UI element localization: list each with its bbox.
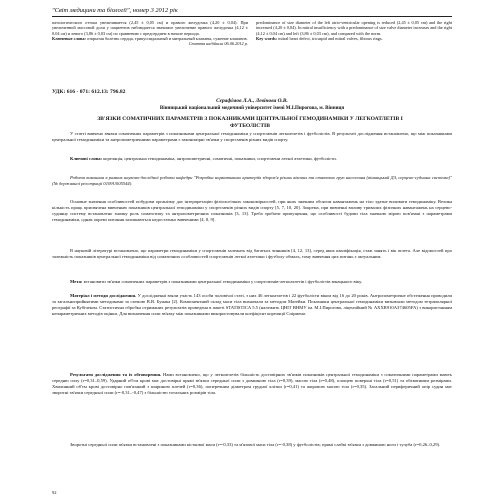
tail-right-keywords — [256, 36, 452, 41]
tail-left-keywords-text: открытая болезнь сердца, трикуспидальный и митральный клапаны, сужение клапанов. — [86, 35, 248, 41]
paragraph-text: У дослідженні взяли участь 143 особи чоловічої статі, з них 46 легкоатлетів і 22 футболісти віком від 16 до 20 років. Антропометричне обстеження проводили за загальноприйнятими методиками за схемою В.В. Бунака [2]. Компонентний склад маси тіла визначали за методом Матейки. Показники центральної гемодинаміки визначали методом тетраполярної реографії за Кубічеком. Статистична обробка отриманих результатів проведена в пакеті STATISTICA 5.5 (належить ЦНІТ ВНМУ ім. М.І.Пирогова, ліцензійний № AXXR910A374605FA) з використанням непараметричних методів оцінки. Для визначення сили зв'язку між показниками використовували коефіцієнт кореляції Спірмена. — [52, 293, 452, 316]
body-paragraph — [52, 442, 452, 448]
keywords-text: кореляція, центральна гемодинаміка, антропометричні, соматичні, показники, спортсмени легкої атлетики, футболісти. — [103, 156, 337, 161]
paragraph-text: В науковій літературі встановлено, що параметри гемодинаміки у спортсменів залежать від багатьох чинників [4, 12, 13], серед яких кваліфікація, стаж занять і вік атлета. Але відомостей про залежність показників центральної гемодинаміки від соматичних особливостей спортсменів легкої атлетики і футболу обмаль, тому вивчення цих питань є актуальним. — [52, 248, 452, 259]
journal-header: "Світ медицини та біології", номер 3 2012 рік — [52, 7, 178, 14]
body-paragraph — [52, 293, 452, 317]
paragraph-text: встановити зв'язки соматичних параметрів з показниками центральної гемодинаміки у спортсменів-легкоатлетів і футболістів юнацького віку. — [83, 279, 363, 284]
paragraph-lead: Результати дослідження та їх обговорення. — [70, 372, 162, 377]
abstract: У статті вивчено звязки соматичних параметрів з показниками центральної гемодинаміки у спортсменів легкоатлетів і футболістів. В результаті дослідження встановлено, що між показниками центральної гемодинаміки та антропометричними параметрами є закономірні зв'язки у спортсменів різних видів спорту. — [52, 131, 452, 142]
tail-right-column — [256, 20, 452, 46]
body-paragraph — [52, 372, 452, 396]
body-paragraph — [52, 279, 452, 285]
udc-code: УДК: 616 - 071: 612.13: 796.82 — [52, 89, 126, 95]
tail-right-text: predominance of size diameter of the left atrio-ventricular opening is reduced (2,45 ± 0,05 cm) and the right increased (4,20 ± 0,04). In mitral insufficiency with a predominance of size valve diameter increases and the right (4,12 ± 0,04 cm) and left (3,86 ± 0,03 cm), and compared with the norm. — [256, 20, 452, 36]
paragraph-lead: Матеріал і методи дослідження. — [70, 293, 137, 298]
article-title: ЗВ'ЯЗКИ СОМАТИЧНИХ ПАРАМЕТРІВ З ПОКАЗНИКАМИ ЦЕНТРАЛЬНОЇ ГЕМОДИНАМІКИ У ЛЕГКОАТЛЕТІВ І ФУТБОЛІСТІВ — [97, 116, 403, 129]
paragraph-text: Основне значення особливостей побудови організму дає інтерпретацію фізіологічних закономірностей, при яких значним обсягом навантажень на тіло здатне впливати гемодинаміку. Велика кількість праць присвячена вивченню показників центральної гемодинаміки у спортсменів різних видів спорту [5, 7, 10, 20]. Зокрема, при вивченні впливу тривалих фізичних навантажень на серцево-судинну систему встановлено значну роль соматотипу та антропометричних показників [3, 13]. Треба зробити припущення, що особливості будови тіла значною мірою пов'язані з параметрами гемодинаміки, однак окремі питання залишаються недостатньо вивченими [4, 8, 9]. — [52, 199, 452, 222]
affiliation: Вінницький національний медичний університет імені М.І.Пирогова, м. Вінниця — [159, 106, 345, 111]
tail-right-keywords-label: Key words: — [256, 35, 278, 41]
previous-article-tail — [52, 20, 452, 46]
tail-left-column — [52, 20, 248, 46]
tail-right-keywords-text: mitral heart defect, tricuspid and mitral valves, fibrous rings. — [278, 35, 383, 41]
paragraph-text: Нами встановлено, що у легкоатлетів більшість достовірних зв'язків показників центральної гемодинаміки з соматичними параметрами мають середню силу (r=0,31–0,59). Ударний об'єм крові має достовірні прямі зв'язки середньої сили з довжиною тіла (r=0,39), масою тіла (r=0,48), площею поверхні тіла (r=0,51) та обхватними розмірами. Хвилинний об'єм крові достовірно пов'язаний з шириною плечей (r=0,36), поперечним діаметром грудної клітки (r=0,41) та жировою масою тіла (r=0,35). Загальний периферичний опір судин має зворотні зв'язки середньої сили (r=-0,31–-0,47) з більшістю тотальних розмірів тіла. — [52, 372, 452, 395]
received-date: Стаття надійшла 06.06.2012 р. — [188, 41, 248, 47]
body-paragraph — [52, 248, 452, 260]
paragraph-text: Зворотні середньої сили зв'язки встановлені з показниками кісткової маси (r=-0,33) та м'язової маси тіла (r=-0,38) у футболістів; прямі слабкі зв'язки з довжиною ноги і тулуба (r=0,26–0,29). — [70, 442, 441, 447]
keywords-label: Ключові слова: — [70, 156, 103, 161]
body-paragraph — [52, 199, 452, 223]
tail-left-keywords-label: Ключевые слова: — [52, 35, 86, 41]
tail-left-text: патологического оттока увеличивается (2,45 ± 0,05 см) и правого желудочка (4,20 ± 0,04). При увеличенной массовой доли у пациентов наблюдается значимое увеличение правого желудочка (4,12 ± 0,04 см) и левого (3,86 ± 0,03 см) по сравнению с предсердием в начале периода. — [52, 20, 248, 36]
paragraph-lead: Мета: — [70, 279, 83, 284]
page-number: 92 — [52, 490, 57, 495]
grant-note: Робота виконана в рамках науково-дослідної роботи кафедри "Розробка нормативних критеріїв здоров'я різних вікових та статевих груп населення (вінницький ДЗ, серцево-судинна система)" (№ державної реєстрації 0109U005544). — [52, 175, 452, 186]
keywords — [52, 156, 452, 162]
authors: Сєрафімов Л.А., Левінова О.В. — [216, 98, 288, 104]
header-rule — [52, 16, 452, 17]
